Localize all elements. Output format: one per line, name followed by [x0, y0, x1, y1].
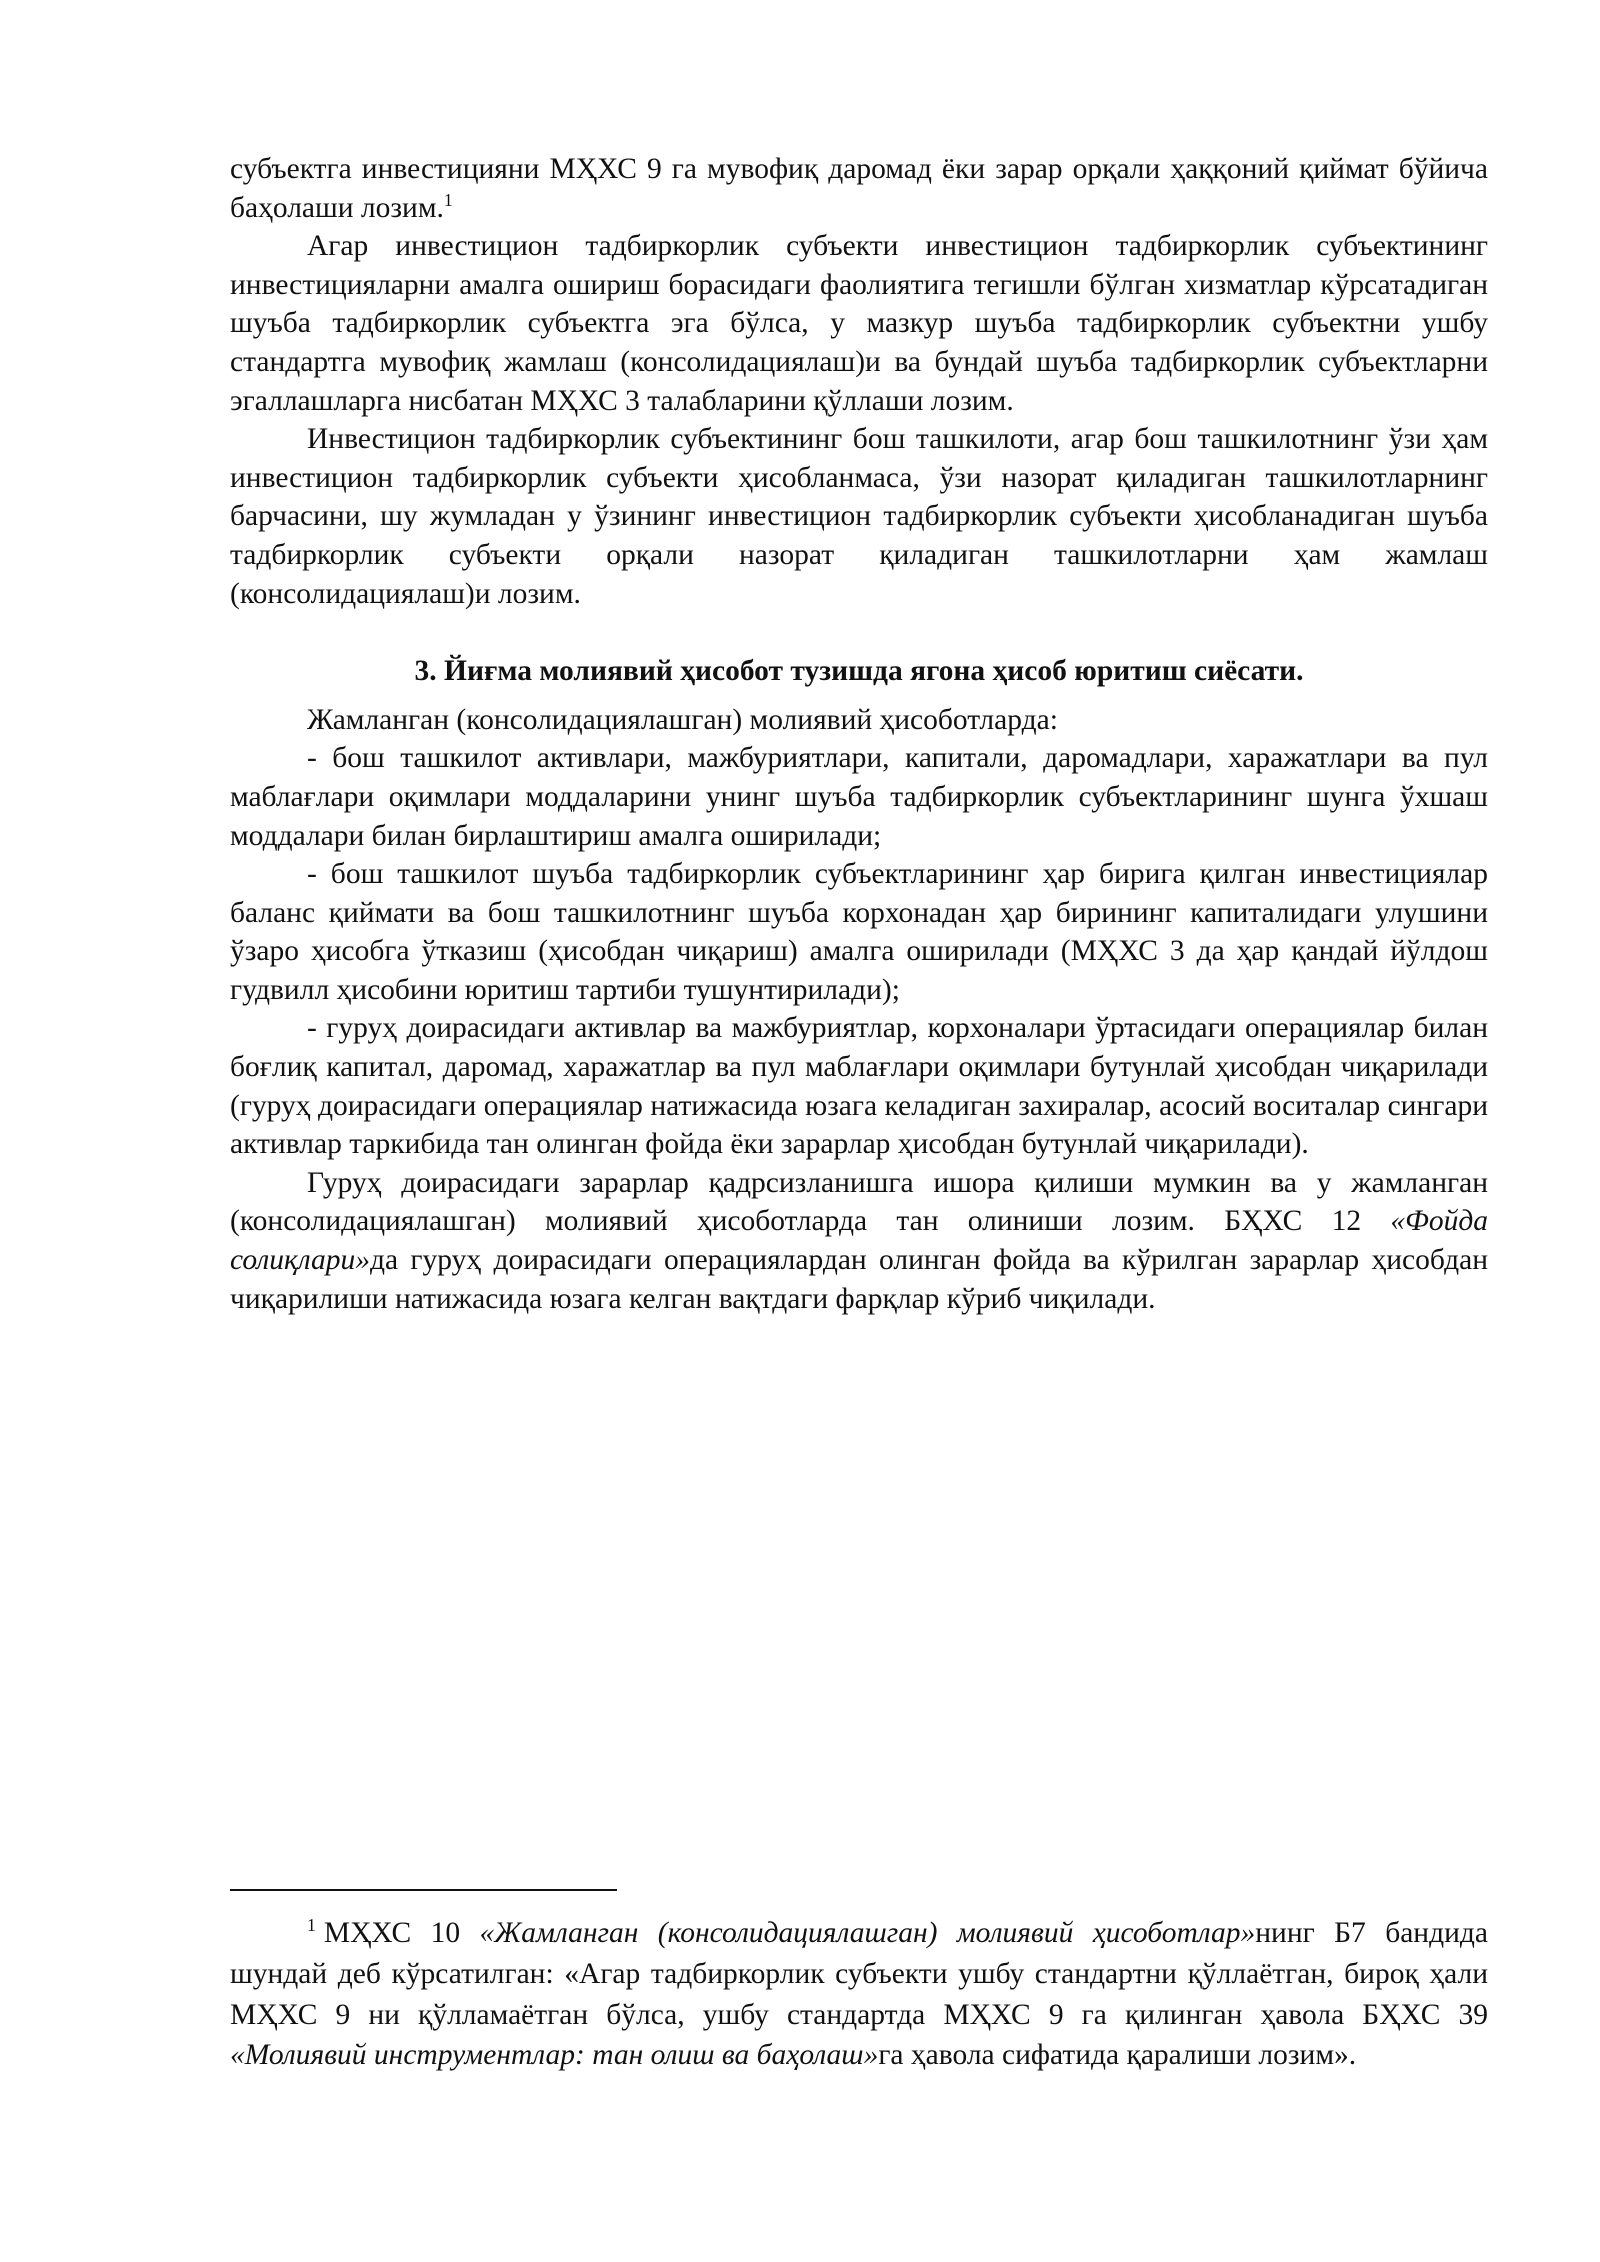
paragraph-5 — [230, 1164, 1488, 1318]
list-item: - гуруҳ доирасидаги активлар ва мажбуриятлар, корхоналари ўртасидаги операциялар билан боғлиқ капитал, даромад, харажатлар ва пул маблағлари оқимлари бутунлай ҳисобдан чиқарилади (гуруҳ доирасидаги операциялар натижасида юзага келадиган захиралар, асосий воситалар сингари активлар таркибида тан олинган фойда ёки зарарлар ҳисобдан бутунлай чиқарилади). — [230, 1012, 1488, 1161]
footnote-part-3: га ҳавола сифатида қаралиши лозим». — [878, 2039, 1357, 2072]
section-heading: 3. Йиғма молиявий ҳисобот тузишда ягона ҳисоб юритиш сиёсати. — [414, 655, 1304, 688]
paragraph-5-text-b: да гуруҳ доирасидаги операциялардан олинган фойда ва кўрилган зарарлар ҳисобдан чиқарилиши натижасида юзага келган вақтдаги фарқлар кўриб чиқилади. — [230, 1244, 1488, 1315]
paragraph-4: Жамланган (консолидациялашган) молиявий ҳисоботларда: — [307, 703, 1058, 736]
main-text — [230, 150, 1488, 1318]
footnote-separator — [230, 1889, 617, 1891]
paragraph-1-text: субъектга инвестицияни МҲХС 9 га мувофиқ даромад ёки зарар орқали ҳаққоний қиймат бўйича баҳолаши лозим. — [230, 153, 1488, 224]
footnote — [230, 1913, 1488, 2076]
list-item: - бош ташкилот шуъба тадбиркорлик субъектларининг ҳар бирига қилган инвестициялар баланс қиймати ва бош ташкилотнинг шуъба корхонадан ҳар бирининг капиталидаги улушини ўзаро ҳисобга ўтказиш (ҳисобдан чиқариш) амалга оширилади (МҲХС 3 да ҳар қандай йўлдош гудвилл ҳисобини юритиш тартиби тушунтирилади); — [230, 858, 1488, 1006]
paragraph-5-italic: «Фойда солиқлари» — [230, 1205, 1488, 1277]
footnote-reference: 1 — [443, 189, 453, 210]
footnote-italic-1: «Жамланган (консолидациялашган) молиявий ҳисоботлар» — [479, 1917, 1256, 1949]
paragraph-3: Инвестицион тадбиркорлик субъектининг бош ташкилоти, агар бош ташкилотнинг ўзи ҳам инвестицион тадбиркорлик субъекти ҳисобланмаса, ўзи назорат қиладиган ташкилотларнинг барчасини, шу жумладан у ўзининг инвестицион тадбиркорлик субъекти ҳисобланадиган шуъба тадбиркорлик субъекти орқали назорат қиладиган ташкилотларни ҳам жамлаш (консолидациялаш)и лозим. — [230, 423, 1488, 610]
list-item: - бош ташкилот активлари, мажбуриятлари, капитали, даромадлари, харажатлари ва пул маблағлари оқимлари моддаларини унинг шуъба тадбиркорлик субъектларининг шунга ўхшаш моддалари билан бирлаштириш амалга оширилади; — [230, 742, 1488, 852]
footnote-mark: 1 — [307, 1915, 316, 1936]
footnote-part-1: МҲХС 10 — [323, 1917, 480, 1949]
footnote-text — [230, 1913, 1488, 2076]
paragraph-5-text-a: Гуруҳ доирасидаги зарарлар қадрсизланишга ишора қилиши мумкин ва у жамланган (консолидациялашган) молиявий ҳисоботларда тан олиниши лозим. БҲХС 12 — [230, 1166, 1488, 1238]
footnote-part-2: нинг Б7 бандида шундай деб кўрсатилган: «Агар тадбиркорлик субъекти ушбу стандартни қўллаётган, бироқ ҳали МҲХС 9 ни қўлламаётган бўлса, ушбу стандартда МҲХС 9 га қилинган ҳавола БҲХС 39 — [230, 1917, 1488, 2031]
footnote-italic-2: «Молиявий инструментлар: тан олиш ва баҳолаш» — [230, 2039, 879, 2072]
paragraph-2: Агар инвестицион тадбиркорлик субъекти инвестицион тадбиркорлик субъектининг инвестицияларни амалга ошириш борасидаги фаолиятига тегишли бўлган хизматлар кўрсатадиган шуъба тадбиркорлик субъектга эга бўлса, у мазкур шуъба тадбиркорлик субъектни ушбу стандартга мувофиқ жамлаш (консолидациялаш)и ва бундай шуъба тадбиркорлик субъектларни эгаллашларга нисбатан МҲХС 3 талабларини қўллаши лозим. — [230, 230, 1488, 417]
paragraph-1 — [230, 150, 1488, 227]
